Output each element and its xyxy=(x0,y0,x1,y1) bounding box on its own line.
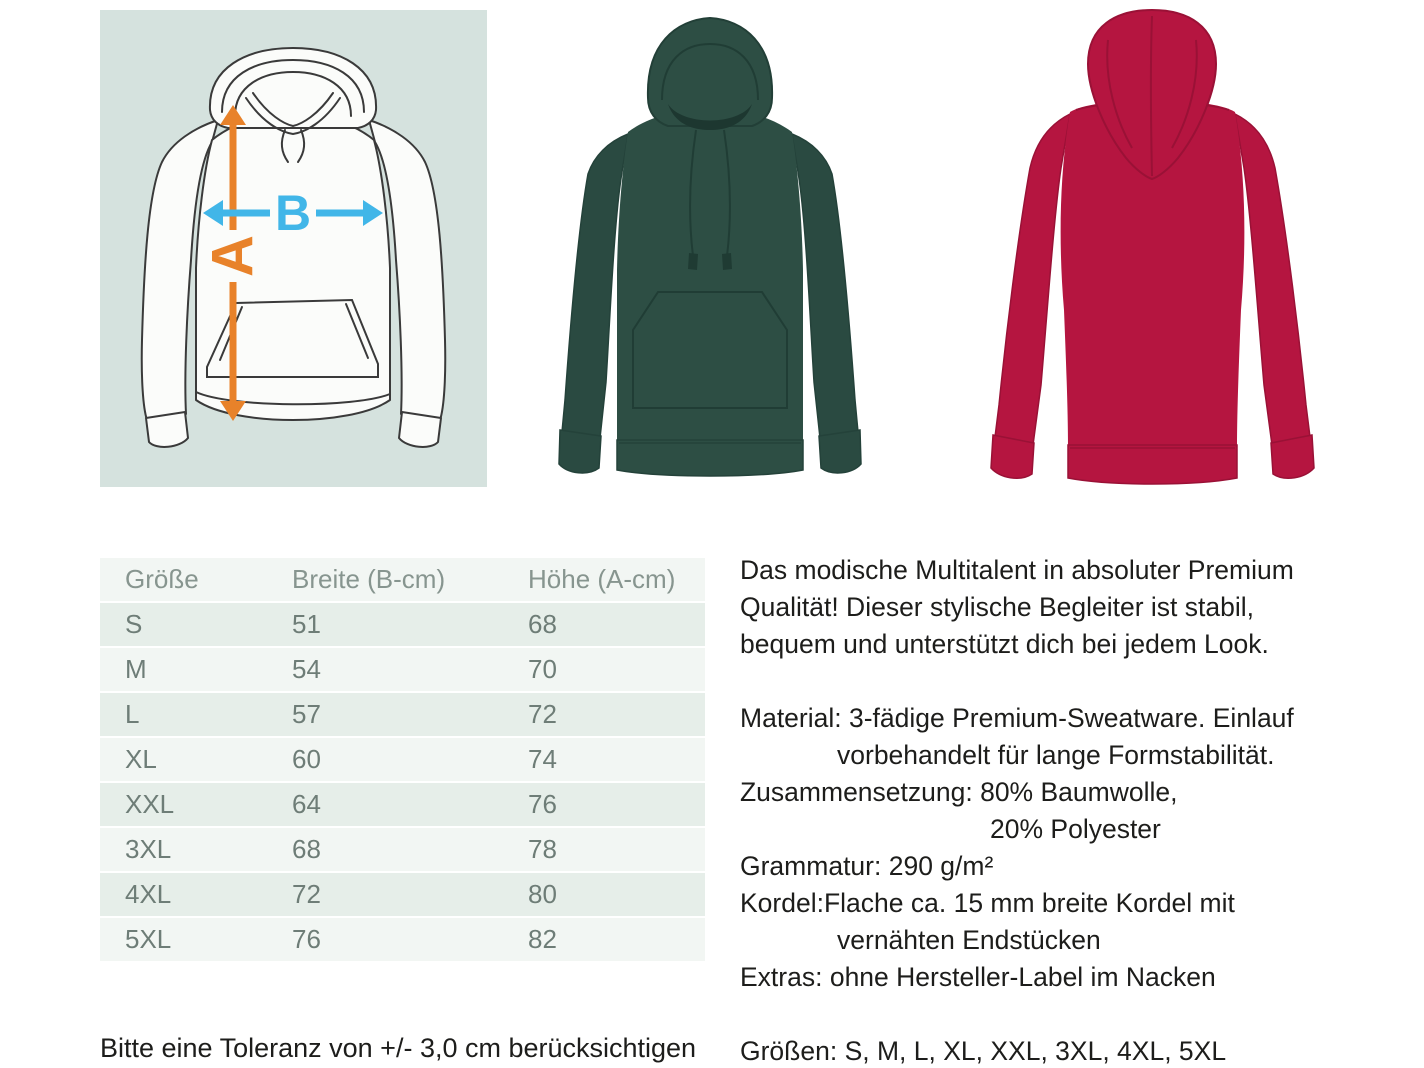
hoehe-cell: 72 xyxy=(528,699,557,729)
description-line: bequem und unterstützt dich bei jedem Look. xyxy=(740,629,1269,659)
hoodie-measurement-sketch xyxy=(100,10,487,487)
col-header-groesse: Größe xyxy=(125,564,199,594)
description-line-groessen: Größen: S, M, L, XL, XXL, 3XL, 4XL, 5XL xyxy=(740,1036,1227,1066)
breite-cell: 57 xyxy=(292,699,321,729)
description-line-zusammensetzung: Zusammensetzung: 80% Baumwolle, xyxy=(740,777,1178,807)
description-line-kordel-cont: vernähten Endstücken xyxy=(837,925,1101,955)
size-cell: M xyxy=(125,654,147,684)
label-a: A xyxy=(200,235,266,277)
size-cell: 3XL xyxy=(125,834,172,864)
hoehe-cell: 76 xyxy=(528,789,557,819)
size-diagram-panel xyxy=(100,10,487,487)
sketch-right-cuff xyxy=(399,412,441,447)
green-aglet-left xyxy=(688,253,698,270)
description-blank-line xyxy=(740,996,1424,1033)
col-header-breite: Breite (B-cm) xyxy=(292,564,446,594)
table-row-5xl xyxy=(100,918,705,961)
red-hood-crease xyxy=(1151,16,1152,176)
table-row-xl xyxy=(100,738,705,781)
hoodie-back-red xyxy=(930,0,1375,500)
green-aglet-right xyxy=(722,253,732,270)
size-cell: L xyxy=(125,699,140,729)
red-right-sleeve xyxy=(1235,114,1310,445)
size-table xyxy=(100,558,705,963)
description-line-zusammensetzung-cont: 20% Polyester xyxy=(990,814,1161,844)
label-b: B xyxy=(274,185,312,241)
description-blank-line xyxy=(740,663,1424,700)
size-cell: 4XL xyxy=(125,879,172,909)
red-left-cuff xyxy=(991,435,1034,478)
green-hem-band xyxy=(617,440,803,476)
product-photo-front-green xyxy=(500,0,920,500)
hoehe-cell: 80 xyxy=(528,879,557,909)
hoehe-cell: 82 xyxy=(528,924,557,954)
description-line-kordel: Kordel:Flache ca. 15 mm breite Kordel mit xyxy=(740,888,1235,918)
breite-cell: 68 xyxy=(292,834,321,864)
size-table-header-row xyxy=(100,558,705,601)
green-left-cuff xyxy=(559,430,601,473)
red-right-cuff xyxy=(1271,435,1314,478)
description-line-extras: Extras: ohne Hersteller-Label im Nacken xyxy=(740,962,1216,992)
product-photo-back-red xyxy=(930,0,1375,500)
table-row-l xyxy=(100,693,705,736)
green-right-cuff xyxy=(819,430,861,473)
hoodie-front-green xyxy=(500,0,920,500)
red-hem-band xyxy=(1068,445,1237,484)
table-row-4xl xyxy=(100,873,705,916)
description-line-material-cont: vorbehandelt für lange Formstabilität. xyxy=(837,740,1275,770)
description-line-material: Material: 3-fädige Premium-Sweatware. Einlauf xyxy=(740,703,1294,733)
size-cell: XXL xyxy=(125,789,175,819)
breite-cell: 51 xyxy=(292,609,321,639)
table-row-3xl xyxy=(100,828,705,871)
breite-cell: 72 xyxy=(292,879,321,909)
col-header-hoehe: Höhe (A-cm) xyxy=(528,564,676,594)
tolerance-note: Bitte eine Toleranz von +/- 3,0 cm berücksichtigen xyxy=(100,1033,697,1063)
hoehe-cell: 74 xyxy=(528,744,557,774)
size-cell: S xyxy=(125,609,143,639)
table-row-xxl xyxy=(100,783,705,826)
green-torso xyxy=(617,110,803,442)
table-row-s xyxy=(100,603,705,646)
description-line: Qualität! Dieser stylische Begleiter ist stabil, xyxy=(740,592,1255,622)
hoehe-cell: 68 xyxy=(528,609,557,639)
size-cell: XL xyxy=(125,744,157,774)
red-left-sleeve xyxy=(995,114,1070,445)
size-cell: 5XL xyxy=(125,924,172,954)
breite-cell: 76 xyxy=(292,924,321,954)
product-description xyxy=(740,552,1424,1068)
description-line: Das modische Multitalent in absoluter Premium xyxy=(740,555,1294,585)
sketch-left-cuff xyxy=(146,412,188,447)
table-row-m xyxy=(100,648,705,691)
breite-cell: 64 xyxy=(292,789,321,819)
breite-cell: 60 xyxy=(292,744,321,774)
hoehe-cell: 78 xyxy=(528,834,557,864)
breite-cell: 54 xyxy=(292,654,321,684)
description-line-grammatur: Grammatur: 290 g/m² xyxy=(740,851,994,881)
hoehe-cell: 70 xyxy=(528,654,557,684)
